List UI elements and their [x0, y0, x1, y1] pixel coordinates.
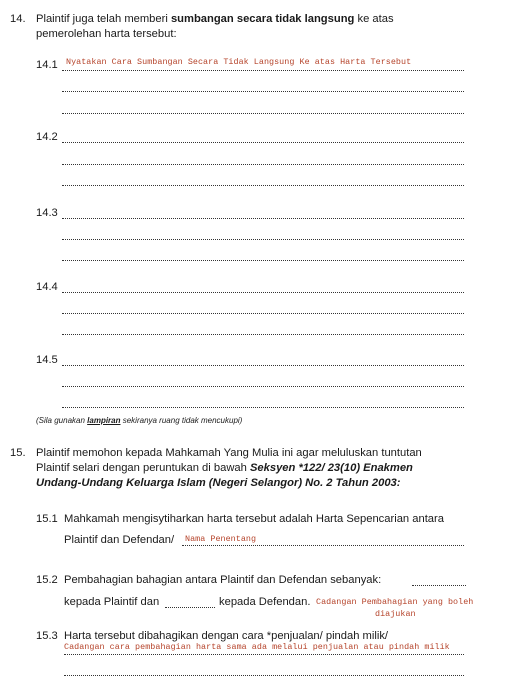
item-14-3-line-2[interactable] — [62, 239, 464, 240]
item-15-1-hint: Nama Penentang — [185, 534, 257, 544]
section-14-text-line2: pemerolehan harta tersebut: — [36, 28, 177, 40]
item-14-4-label: 14.4 — [36, 281, 58, 293]
section-15-text-line2: Plaintif selari dengan peruntukan di bawah Seksyen *122/ 23(10) Enakmen — [36, 462, 413, 474]
item-15-1-label: 15.1 — [36, 513, 58, 525]
item-14-4-line-3[interactable] — [62, 334, 464, 335]
item-15-2-share-field-1[interactable] — [412, 585, 466, 586]
item-14-1-line-3[interactable] — [62, 113, 464, 114]
item-14-1-line-1[interactable] — [62, 70, 464, 71]
item-14-3-label: 14.3 — [36, 207, 58, 219]
section-14-number: 14. — [10, 13, 26, 25]
item-15-3-label: 15.3 — [36, 630, 58, 642]
item-14-1-line-2[interactable] — [62, 91, 464, 92]
attachment-note: (Sila gunakan lampiran sekiranya ruang tidak mencukupi) — [36, 416, 243, 425]
item-15-2-text-line1: Pembahagian bahagian antara Plaintif dan Defendan sebanyak: — [64, 574, 382, 586]
section-14-text-line1: Plaintif juga telah memberi sumbangan secara tidak langsung ke atas — [36, 13, 394, 25]
section-15-text-line1: Plaintif memohon kepada Mahkamah Yang Mulia ini agar meluluskan tuntutan — [36, 447, 422, 459]
item-14-2-line-2[interactable] — [62, 164, 464, 165]
item-14-3-line-3[interactable] — [62, 260, 464, 261]
item-14-5-line-3[interactable] — [62, 407, 464, 408]
item-15-2-share-field-2[interactable] — [165, 607, 215, 608]
item-15-2-text-plaintiff: kepada Plaintif dan — [64, 596, 160, 608]
section-15-number: 15. — [10, 447, 26, 459]
item-14-2-line-1[interactable] — [62, 142, 464, 143]
item-14-1-hint: Nyatakan Cara Sumbangan Secara Tidak Langsung Ke atas Harta Tersebut — [66, 57, 412, 67]
item-15-1-text-line1: Mahkamah mengisytiharkan harta tersebut adalah Harta Sepencarian antara — [64, 513, 444, 525]
item-15-2-hint-line1: Cadangan Pembahagian yang boleh — [316, 597, 474, 607]
section-15-text-line3: Undang-Undang Keluarga Islam (Negeri Selangor) No. 2 Tahun 2003: — [36, 477, 401, 489]
item-14-3-line-1[interactable] — [62, 218, 464, 219]
item-14-2-line-3[interactable] — [62, 185, 464, 186]
item-14-5-line-2[interactable] — [62, 386, 464, 387]
item-15-2-label: 15.2 — [36, 574, 58, 586]
item-14-4-line-2[interactable] — [62, 313, 464, 314]
item-15-1-name-field[interactable] — [182, 545, 464, 546]
item-14-4-line-1[interactable] — [62, 292, 464, 293]
item-14-1-label: 14.1 — [36, 59, 58, 71]
item-14-5-line-1[interactable] — [62, 365, 464, 366]
item-15-3-line-1[interactable] — [64, 654, 464, 655]
item-15-2-hint-line2: diajukan — [375, 609, 416, 619]
item-15-3-hint: Cadangan cara pembahagian harta sama ada melalui penjualan atau pindah milik — [64, 642, 450, 652]
item-14-5-label: 14.5 — [36, 354, 58, 366]
item-15-3-text-line1: Harta tersebut dibahagikan dengan cara *penjualan/ pindah milik/ — [64, 630, 389, 642]
item-14-2-label: 14.2 — [36, 131, 58, 143]
item-15-2-text-defendant: kepada Defendan. — [219, 596, 311, 608]
item-15-3-line-2[interactable] — [64, 675, 464, 676]
item-15-1-text-line2: Plaintif dan Defendan/ — [64, 534, 175, 546]
